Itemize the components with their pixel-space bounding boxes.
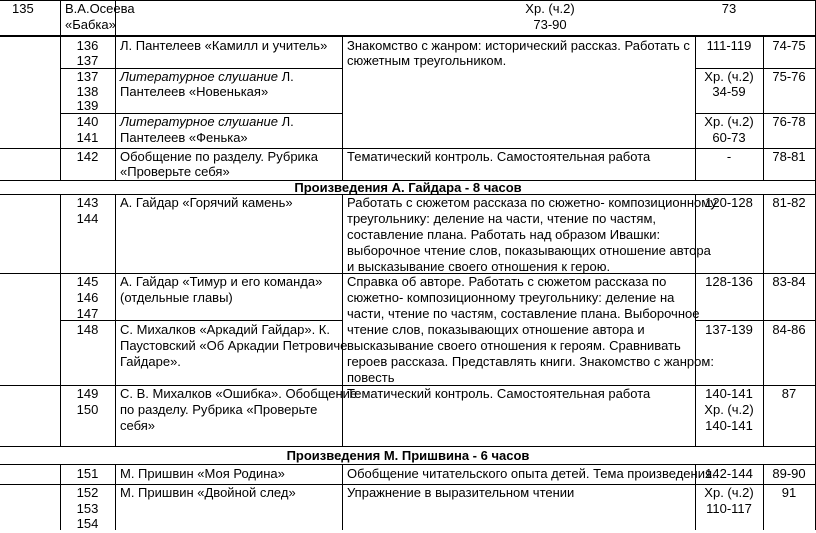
textbook-pages: 140-141 xyxy=(705,386,753,401)
lesson-title: Л. Пантелеев «Камилл и учитель» xyxy=(120,38,328,53)
lesson-topic: части, чтение по частям, составление плана. Выборочное xyxy=(347,306,700,321)
lesson-number: 144 xyxy=(76,211,99,226)
page-ref: 84-86 xyxy=(772,322,806,337)
lesson-topic: Знакомство с жанром: исторический рассказ. Работать с xyxy=(347,38,690,53)
lesson-title: М. Пришвин «Моя Родина» xyxy=(120,466,285,481)
lesson-title: А. Гайдар «Горячий камень» xyxy=(120,195,293,210)
lesson-topic: выборочное чтение слов, показывающих отношение автора xyxy=(347,243,711,258)
lesson-title: С. В. Михалков «Ошибка». Обобщение xyxy=(120,386,358,401)
lesson-number: 146 xyxy=(76,290,99,305)
textbook-pages: 73-90 xyxy=(533,17,567,32)
textbook-pages: Хр. (ч.2) xyxy=(704,402,754,417)
lesson-number: 150 xyxy=(76,402,99,417)
lesson-topic: составление плана. Работать над образом Ивашки: xyxy=(347,227,661,242)
lesson-number: 147 xyxy=(76,306,99,321)
lesson-title: М. Пришвин «Двойной след» xyxy=(120,485,296,500)
textbook-pages: 137-139 xyxy=(705,322,753,337)
lesson-title: «Бабка» xyxy=(65,17,116,32)
lesson-number: 142 xyxy=(76,149,99,164)
lesson-topic: и высказывание своего отношения к герою. xyxy=(347,259,611,274)
textbook-pages: 128-136 xyxy=(705,274,753,289)
textbook-pages: Хр. (ч.2) xyxy=(704,114,754,129)
lesson-title-italic: Литературное слушание xyxy=(120,114,278,129)
lesson-topic: высказывание своего отношения к героям. Сравнивать xyxy=(347,338,681,353)
lesson-title: по разделу. Рубрика «Проверьте xyxy=(120,402,318,417)
lesson-number: 154 xyxy=(76,516,99,531)
page-ref: 81-82 xyxy=(772,195,806,210)
column-border xyxy=(342,194,343,446)
page-ref: 75-76 xyxy=(772,69,806,84)
page-ref: 74-75 xyxy=(772,38,806,53)
lesson-topic: Упражнение в выразительном чтении xyxy=(347,485,575,500)
textbook-pages: 120-128 xyxy=(705,195,753,210)
lesson-number: 148 xyxy=(76,322,99,337)
lesson-topic: героев рассказа. Представлять книги. Знакомство с жанром: xyxy=(347,354,714,369)
lesson-number: 149 xyxy=(76,386,99,401)
textbook-pages: 111-119 xyxy=(706,38,752,53)
lesson-title: Пантелеев «Новенькая» xyxy=(120,84,269,99)
lesson-topic: Работать с сюжетом рассказа по сюжетно- композиционному xyxy=(347,195,717,210)
textbook-pages: Хр. (ч.2) xyxy=(704,485,754,500)
page-ref: 89-90 xyxy=(772,466,806,481)
page-ref: 76-78 xyxy=(772,114,806,129)
lesson-title: (отдельные главы) xyxy=(120,290,233,305)
textbook-pages: 60-73 xyxy=(712,130,746,145)
lesson-topic: треугольнику: деление на части, чтение по частям, xyxy=(347,211,656,226)
lesson-topic: Тематический контроль. Самостоятельная работа xyxy=(347,386,651,401)
section-heading: Произведения М. Пришвина - 6 часов xyxy=(286,448,530,463)
textbook-pages: 140-141 xyxy=(705,418,753,433)
textbook-pages: Хр. (ч.2) xyxy=(704,69,754,84)
lesson-title: В.А.Осеева xyxy=(65,1,135,16)
page-ref: 91 xyxy=(781,485,797,500)
lesson-number: 141 xyxy=(76,130,99,145)
column-border xyxy=(342,36,343,180)
lesson-title: «Проверьте себя» xyxy=(120,164,230,179)
column-border xyxy=(115,194,116,446)
lesson-number: 139 xyxy=(76,98,99,113)
lesson-title: С. Михалков «Аркадий Гайдар». К. xyxy=(120,322,330,337)
page-ref: 78-81 xyxy=(772,149,806,164)
lesson-number: 137 xyxy=(76,53,99,68)
lesson-title: Обобщение по разделу. Рубрика xyxy=(120,149,319,164)
lesson-topic: чтение слов, показывающих отношение автора и xyxy=(347,322,645,337)
page-ref: 87 xyxy=(781,386,797,401)
lesson-topic: Тематический контроль. Самостоятельная работа xyxy=(347,149,651,164)
lesson-number: 137 xyxy=(76,69,99,84)
lesson-title-rest: Л. xyxy=(277,114,294,129)
column-border xyxy=(115,464,116,530)
lesson-title: Гайдаре». xyxy=(120,354,181,369)
lesson-topic: Обобщение читательского опыта детей. Тема произведения. xyxy=(347,466,716,481)
lesson-title-italic: Литературное слушание xyxy=(120,69,278,84)
lesson-topic: Справка об авторе. Работать с сюжетом рассказа по xyxy=(347,274,667,289)
lesson-number: 143 xyxy=(76,195,99,210)
lesson-number: 138 xyxy=(76,84,99,99)
textbook-pages: Хр. (ч.2) xyxy=(525,1,575,16)
textbook-pages: 142-144 xyxy=(705,466,753,481)
lesson-title: себя» xyxy=(120,418,156,433)
lesson-number: 151 xyxy=(76,466,99,481)
column-border xyxy=(342,464,343,530)
lesson-topic: сюжетно- композиционному треугольнику: деление на xyxy=(347,290,675,305)
column-border xyxy=(763,194,764,446)
textbook-pages: 34-59 xyxy=(712,84,746,99)
lesson-number: 136 xyxy=(76,38,99,53)
textbook-pages: 110-117 xyxy=(706,501,752,516)
lesson-number: 140 xyxy=(76,114,99,129)
section-heading: Произведения А. Гайдара - 8 часов xyxy=(294,180,522,195)
lesson-number: 153 xyxy=(76,501,99,516)
lesson-topic: повесть xyxy=(347,370,395,385)
lesson-topic: сюжетным треугольником. xyxy=(347,53,507,68)
lesson-number: 135 xyxy=(12,1,34,16)
page-ref: 83-84 xyxy=(772,274,806,289)
lesson-title-rest: Л. xyxy=(277,69,294,84)
lesson-number: 145 xyxy=(76,274,99,289)
lesson-title: Пантелеев «Фенька» xyxy=(120,130,248,145)
lesson-title: Паустовский «Об Аркадии Петровиче xyxy=(120,338,348,353)
lesson-title: А. Гайдар «Тимур и его команда» xyxy=(120,274,323,289)
lesson-number: 152 xyxy=(76,485,99,500)
textbook-pages: - xyxy=(726,149,732,164)
page-ref: 73 xyxy=(721,1,737,16)
